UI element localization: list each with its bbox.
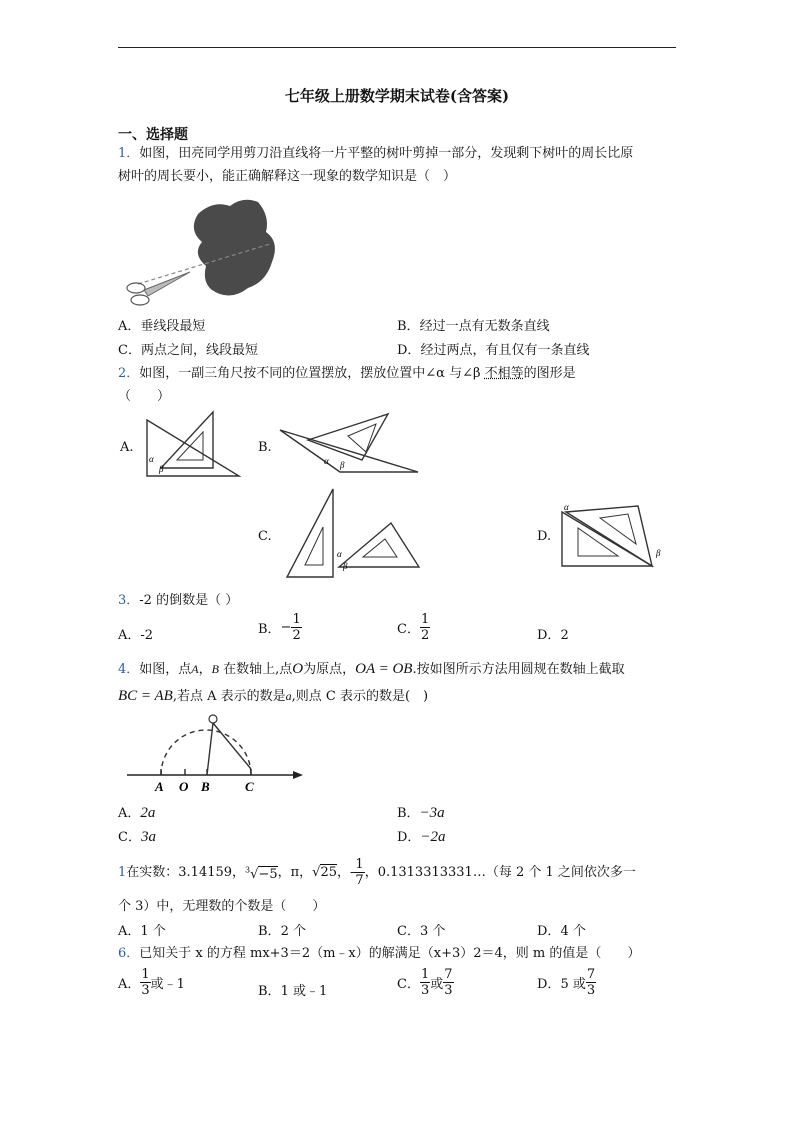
equation: OA = OB xyxy=(355,661,413,677)
denominator: 3 xyxy=(444,983,453,998)
option-text: 2 个 xyxy=(280,924,306,939)
option-label: C． xyxy=(397,977,420,992)
minus-sign: − xyxy=(280,620,292,635)
q4-option-d[interactable] xyxy=(397,826,446,846)
numerator: 7 xyxy=(444,967,453,982)
denominator: 3 xyxy=(141,983,150,998)
question-text: 在数轴上,点 xyxy=(219,662,293,677)
q5-option-b[interactable] xyxy=(258,920,306,939)
q3-option-c[interactable] xyxy=(397,612,430,643)
question-6 xyxy=(118,942,678,965)
leaf-scissors-figure xyxy=(118,192,288,310)
option-text: 4 个 xyxy=(560,924,586,939)
option-label: C． xyxy=(397,622,420,637)
option-text: 1 或﹣1 xyxy=(280,984,328,999)
alpha-label: α xyxy=(337,549,342,559)
question-text: ,则点 C 表示的数是( ) xyxy=(291,689,429,704)
question-text: ，0.1313313331…（每 2 个 1 之间依次多一 xyxy=(364,865,636,880)
leaf-shape xyxy=(194,200,275,296)
q4-option-b[interactable] xyxy=(397,802,445,822)
q2-option-d[interactable]: D. xyxy=(537,529,552,544)
q1-option-b[interactable] xyxy=(397,315,550,334)
question-number: 1 xyxy=(118,865,127,880)
question-text: 如图，田亮同学用剪刀沿直线将一片平整的树叶剪掉一部分，发现剩下树叶的周长比原 xyxy=(139,146,634,161)
question-text: 树叶的周长要小，能正确解释这一现象的数学知识是（ ） xyxy=(118,169,457,184)
option-text: 经过两点，有且仅有一条直线 xyxy=(420,343,590,358)
q6-option-a[interactable] xyxy=(118,967,185,998)
option-label: B． xyxy=(397,319,420,334)
fig-label-c: C xyxy=(245,779,254,794)
option-label: D． xyxy=(397,830,421,845)
q5-option-d[interactable] xyxy=(537,920,586,939)
option-text: 1 个 xyxy=(140,924,166,939)
option-text: −3a xyxy=(419,805,445,821)
question-text: ， xyxy=(198,662,212,677)
option-label: A． xyxy=(118,977,141,992)
number-line-figure xyxy=(125,705,305,795)
numerator: 1 xyxy=(420,967,430,982)
option-text: 经过一点有无数条直线 xyxy=(419,319,550,334)
denominator: 7 xyxy=(355,873,364,888)
question-number: 1． xyxy=(118,146,140,161)
question-text: ,若点 A 表示的数是 xyxy=(172,689,286,704)
option-label: A． xyxy=(118,806,141,821)
q3-option-d[interactable] xyxy=(537,624,569,643)
numerator: 1 xyxy=(292,612,301,627)
compass-leg xyxy=(213,723,251,769)
alpha-label: α xyxy=(324,456,329,466)
root-index: 3 xyxy=(245,865,251,875)
numerator: 1 xyxy=(141,967,150,982)
alpha-label: α xyxy=(149,454,154,464)
question-number: 3． xyxy=(118,593,140,608)
numerator: 1 xyxy=(420,612,430,627)
q3-option-a[interactable] xyxy=(118,624,153,643)
question-text: 在实数：3.14159， xyxy=(126,865,246,880)
q4-option-a[interactable] xyxy=(118,802,155,822)
option-text: -2 xyxy=(140,628,154,643)
fraction xyxy=(420,612,430,643)
header-rule xyxy=(118,47,676,48)
scissors-handle xyxy=(127,283,145,293)
radicand: −5 xyxy=(258,867,278,883)
fig-label-a: A xyxy=(155,779,164,794)
section-heading: 一、选择题 xyxy=(118,127,188,143)
option-label: D． xyxy=(537,924,561,939)
option-text: 3a xyxy=(140,829,156,845)
q2-option-a[interactable]: A. xyxy=(120,440,134,455)
fraction xyxy=(443,967,453,998)
q1-option-d[interactable] xyxy=(397,339,589,358)
question-number: 6． xyxy=(118,946,140,961)
option-text: 5 或 xyxy=(560,977,586,992)
square-root: √25 xyxy=(312,865,337,880)
triangle-figure-b xyxy=(278,410,423,476)
option-text: 垂线段最短 xyxy=(140,319,206,334)
question-text: 已知关于 x 的方程 mx+3＝2（m﹣x）的解满足（x+3）2＝4，则 m 的值是（ ） xyxy=(139,946,641,961)
question-text: ，π， xyxy=(277,865,313,880)
option-label: D． xyxy=(537,628,561,643)
option-text: 2a xyxy=(140,805,156,821)
denominator: 2 xyxy=(420,628,430,643)
question-text: （ ） xyxy=(118,389,171,404)
option-label: B． xyxy=(258,984,281,999)
minus-sign: - xyxy=(350,865,355,880)
point-a-label: A xyxy=(191,662,199,676)
variable: a xyxy=(285,689,292,703)
option-label: D． xyxy=(397,343,421,358)
fig-label-o: O xyxy=(179,779,189,794)
option-text: 3 个 xyxy=(419,924,446,939)
triangle-figure-c xyxy=(283,487,423,581)
option-text: 两点之间，线段最短 xyxy=(140,343,258,358)
option-text: 或﹣1 xyxy=(150,977,185,992)
fraction xyxy=(420,967,430,998)
equation: BC = AB xyxy=(118,688,173,704)
question-text: -2 的倒数是（ ） xyxy=(139,593,239,608)
origin-label: O xyxy=(292,661,304,677)
option-label: A． xyxy=(118,319,141,334)
option-label: C． xyxy=(397,924,420,939)
question-5-cont: 个 3）中，无理数的个数是（ ） xyxy=(118,899,326,914)
question-4 xyxy=(118,656,678,710)
q3-option-b[interactable] xyxy=(258,612,302,643)
denominator: 3 xyxy=(420,983,430,998)
question-2 xyxy=(118,362,678,408)
question-3 xyxy=(118,589,678,612)
denominator: 2 xyxy=(292,628,301,643)
question-5 xyxy=(118,857,688,888)
emphasis-text: 不相等 xyxy=(484,366,524,381)
fraction xyxy=(354,857,364,888)
q6-option-c[interactable] xyxy=(397,967,454,998)
question-text: 如图，一副三角尺按不同的位置摆放，摆放位置中∠α 与∠β xyxy=(139,366,485,381)
question-number: 2． xyxy=(118,366,140,381)
beta-label: β xyxy=(159,464,164,474)
alpha-label: α xyxy=(564,502,569,512)
q1-option-a[interactable] xyxy=(118,315,205,334)
option-label: A． xyxy=(118,628,141,643)
fraction xyxy=(140,967,150,998)
arrow-head xyxy=(293,771,303,779)
q2-option-b[interactable]: B. xyxy=(258,440,272,455)
triangle-figure-d xyxy=(556,500,666,572)
question-text: 的图形是 xyxy=(523,366,576,381)
point-b-label: B xyxy=(211,662,219,676)
question-text: 如图，点 xyxy=(139,662,192,677)
q2-option-c[interactable]: C. xyxy=(258,529,272,544)
option-label: B． xyxy=(258,924,281,939)
scissors-handle xyxy=(131,295,149,305)
option-label: B． xyxy=(397,806,420,821)
question-text: 为原点， xyxy=(303,662,356,677)
question-1 xyxy=(118,142,678,188)
compass-hinge xyxy=(209,715,217,723)
beta-label: β xyxy=(343,561,348,571)
page-title: 七年级上册数学期末试卷(含答案) xyxy=(284,87,510,105)
q5-option-c[interactable] xyxy=(397,920,445,939)
option-text: 或 xyxy=(430,977,444,992)
q1-option-c[interactable] xyxy=(118,339,258,358)
triangle-figure-a xyxy=(143,410,243,478)
option-label: D． xyxy=(537,977,561,992)
denominator: 3 xyxy=(586,983,596,998)
cube-root: $^3$√−5 xyxy=(245,865,278,883)
option-text: −2a xyxy=(420,829,446,845)
fraction xyxy=(291,612,301,643)
fig-label-b: B xyxy=(201,779,210,794)
question-text: .按如图所示方法用圆规在数轴上截取 xyxy=(412,662,625,677)
question-number: 4． xyxy=(118,662,140,677)
numerator: 1 xyxy=(355,857,364,872)
beta-label: β xyxy=(656,548,661,558)
beta-label: β xyxy=(340,460,345,470)
option-text: 2 xyxy=(560,628,569,643)
option-label: C． xyxy=(118,830,141,845)
fraction xyxy=(586,967,596,998)
q5-option-a[interactable] xyxy=(118,920,166,939)
q4-option-c[interactable] xyxy=(118,826,156,846)
radicand: 25 xyxy=(320,865,337,880)
option-label: A． xyxy=(118,924,141,939)
question-text: ， xyxy=(337,865,351,880)
option-label: B． xyxy=(258,622,281,637)
numerator: 7 xyxy=(586,967,596,982)
option-label: C． xyxy=(118,343,141,358)
q6-option-b[interactable] xyxy=(258,980,327,999)
q6-option-d[interactable] xyxy=(537,967,596,998)
